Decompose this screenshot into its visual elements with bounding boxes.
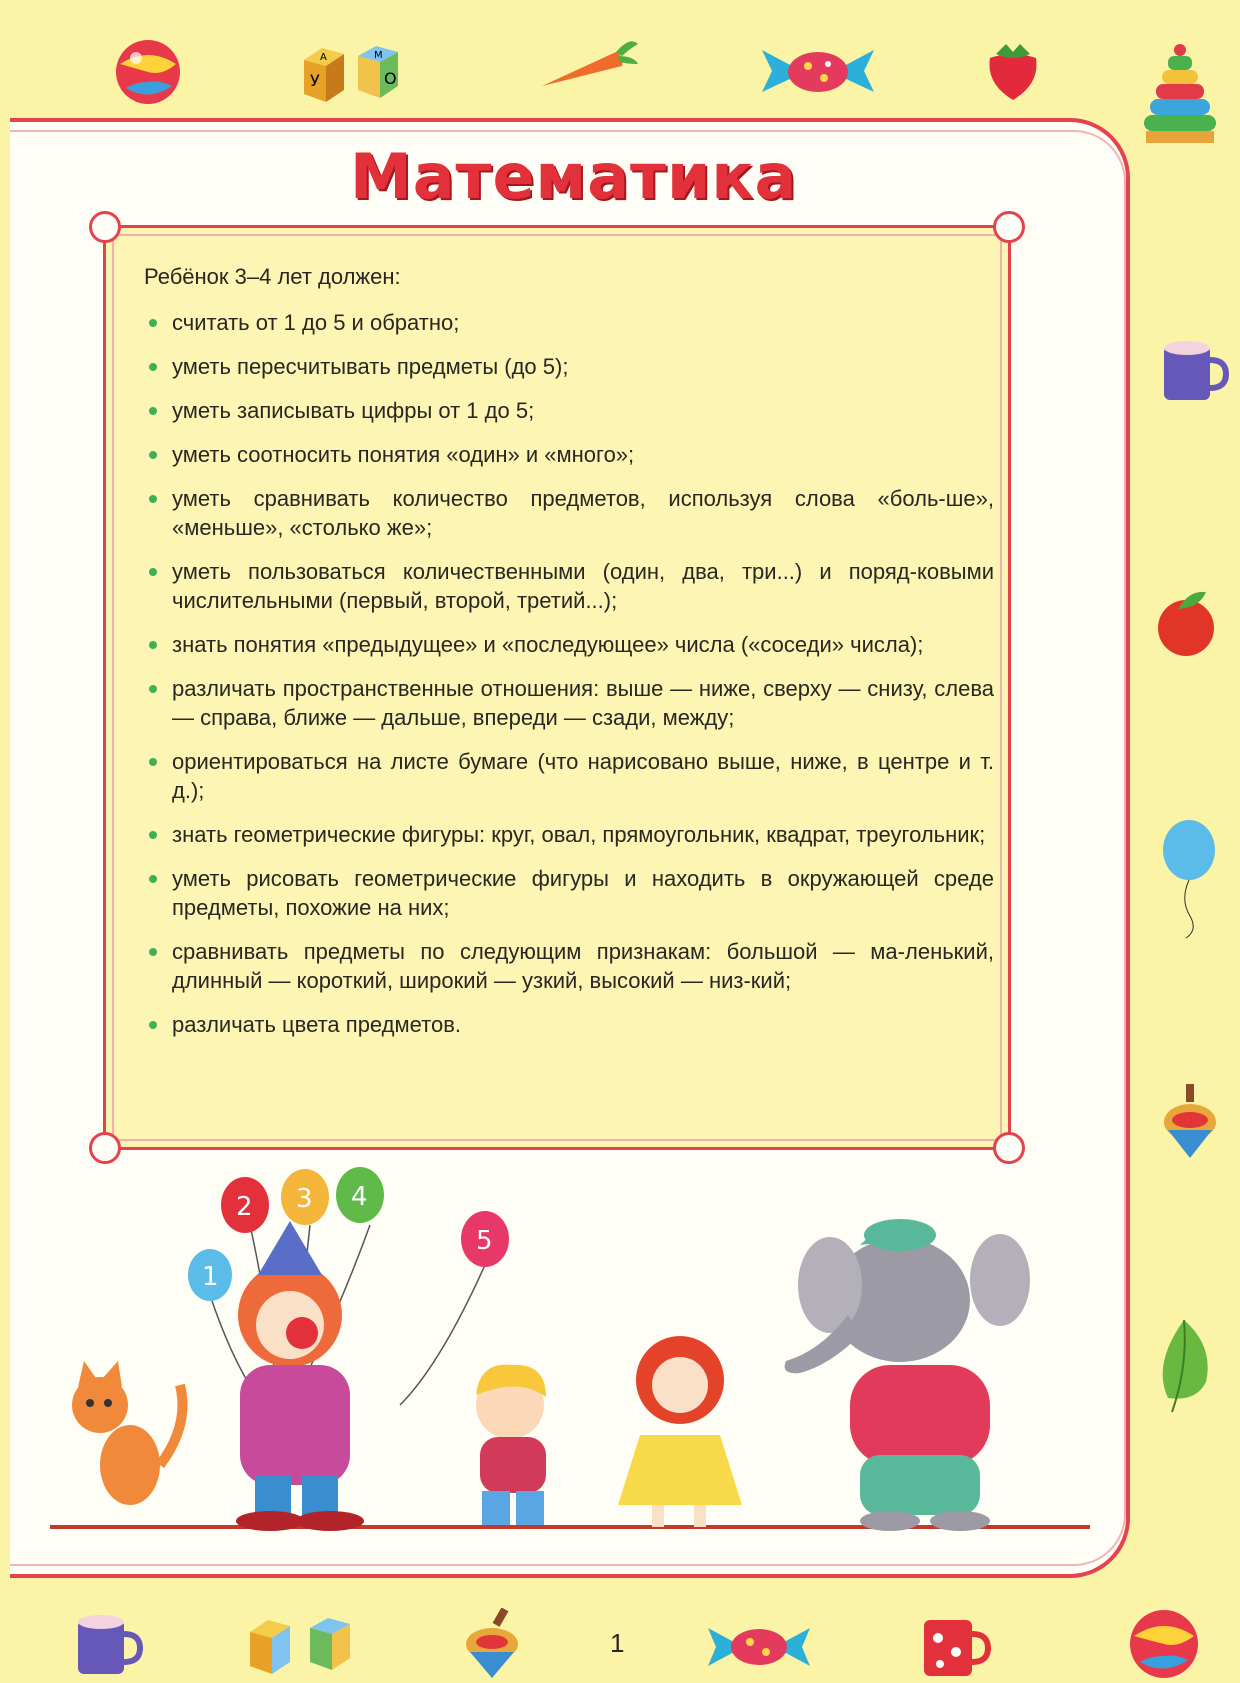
- illustration-scene: [40, 1165, 1120, 1565]
- balloon-icon: [1160, 820, 1218, 940]
- cube-letter-a: А: [320, 52, 327, 63]
- balloon-label: 4: [351, 1182, 368, 1212]
- carrot-icon: [534, 34, 644, 94]
- spinning-top-icon: [460, 1608, 524, 1680]
- page-number: 1: [610, 1628, 625, 1658]
- requirements-panel: [103, 225, 1011, 1150]
- mug-icon: [1160, 338, 1230, 404]
- list-item: знать понятия «предыдущее» и «последующее» числа («соседи» числа);: [144, 630, 994, 659]
- spinning-top-icon: [1160, 1082, 1220, 1162]
- list-item: считать от 1 до 5 и обратно;: [144, 308, 994, 337]
- strawberry-icon: [982, 40, 1044, 104]
- balloon-1: [188, 1249, 232, 1301]
- letter-cubes-icon: [246, 1612, 366, 1678]
- cube-letter-o: О: [384, 69, 397, 88]
- list-item: уметь записывать цифры от 1 до 5;: [144, 396, 994, 425]
- balloon-2: [221, 1177, 269, 1233]
- list-item: уметь пользоваться количественными (один, два, три...) и поряд-ковыми числительными (первый, второй, третий...);: [144, 557, 994, 615]
- requirements-list: [144, 308, 994, 1054]
- requirements-intro: Ребёнок 3–4 лет должен:: [144, 264, 401, 289]
- balloon-label: 1: [202, 1262, 219, 1292]
- panel-corner: [89, 1132, 121, 1164]
- candy-icon: [704, 1620, 814, 1672]
- list-item: ориентироваться на листе бумаге (что нарисовано выше, ниже, в центре и т. д.);: [144, 747, 994, 805]
- polka-mug-icon: [920, 1612, 992, 1680]
- candy-icon: [758, 42, 878, 100]
- clown-illustration: [236, 1221, 364, 1531]
- cat-illustration: [72, 1361, 183, 1505]
- list-item: различать пространственные отношения: выше — ниже, сверху — снизу, слева — справа, ближе — дальше, впереди — сзади, между;: [144, 674, 994, 732]
- list-item: уметь сравнивать количество предметов, используя слова «боль-ше», «меньше», «столько же»;: [144, 484, 994, 542]
- panel-corner: [993, 1132, 1025, 1164]
- elephant-illustration: [785, 1219, 1030, 1531]
- leaf-icon: [1148, 1316, 1218, 1416]
- doll-illustration: [618, 1336, 742, 1527]
- list-item: знать геометрические фигуры: круг, овал, прямоугольник, квадрат, треугольник;: [144, 820, 994, 849]
- list-item: различать цвета предметов.: [144, 1010, 994, 1039]
- apple-icon: [1148, 586, 1228, 658]
- balloon-5: [461, 1211, 509, 1267]
- list-item: уметь соотносить понятия «один» и «много»;: [144, 440, 994, 469]
- mug-icon: [74, 1612, 144, 1678]
- balloon-label: 2: [236, 1192, 253, 1222]
- ball-icon: [1126, 1606, 1202, 1682]
- letter-cubes-icon: [300, 40, 410, 106]
- balloon-label: 3: [296, 1184, 313, 1214]
- list-item: уметь пересчитывать предметы (до 5);: [144, 352, 994, 381]
- pyramid-toy-icon: [1140, 42, 1220, 150]
- balloon-4: [336, 1167, 384, 1223]
- boy-illustration: [476, 1365, 546, 1525]
- ball-icon: [112, 36, 184, 108]
- list-item: уметь рисовать геометрические фигуры и находить в окружающей среде предметы, похожие на них;: [144, 864, 994, 922]
- cube-letter-m: М: [374, 50, 383, 61]
- list-item: сравнивать предметы по следующим признакам: большой — ма-ленький, длинный — короткий, широкий — узкий, высокий — низ-кий;: [144, 937, 994, 995]
- balloon-3: [281, 1169, 329, 1225]
- cube-letter-u: У: [310, 71, 320, 90]
- page-title: Математика: [350, 140, 798, 213]
- balloon-label: 5: [476, 1226, 493, 1256]
